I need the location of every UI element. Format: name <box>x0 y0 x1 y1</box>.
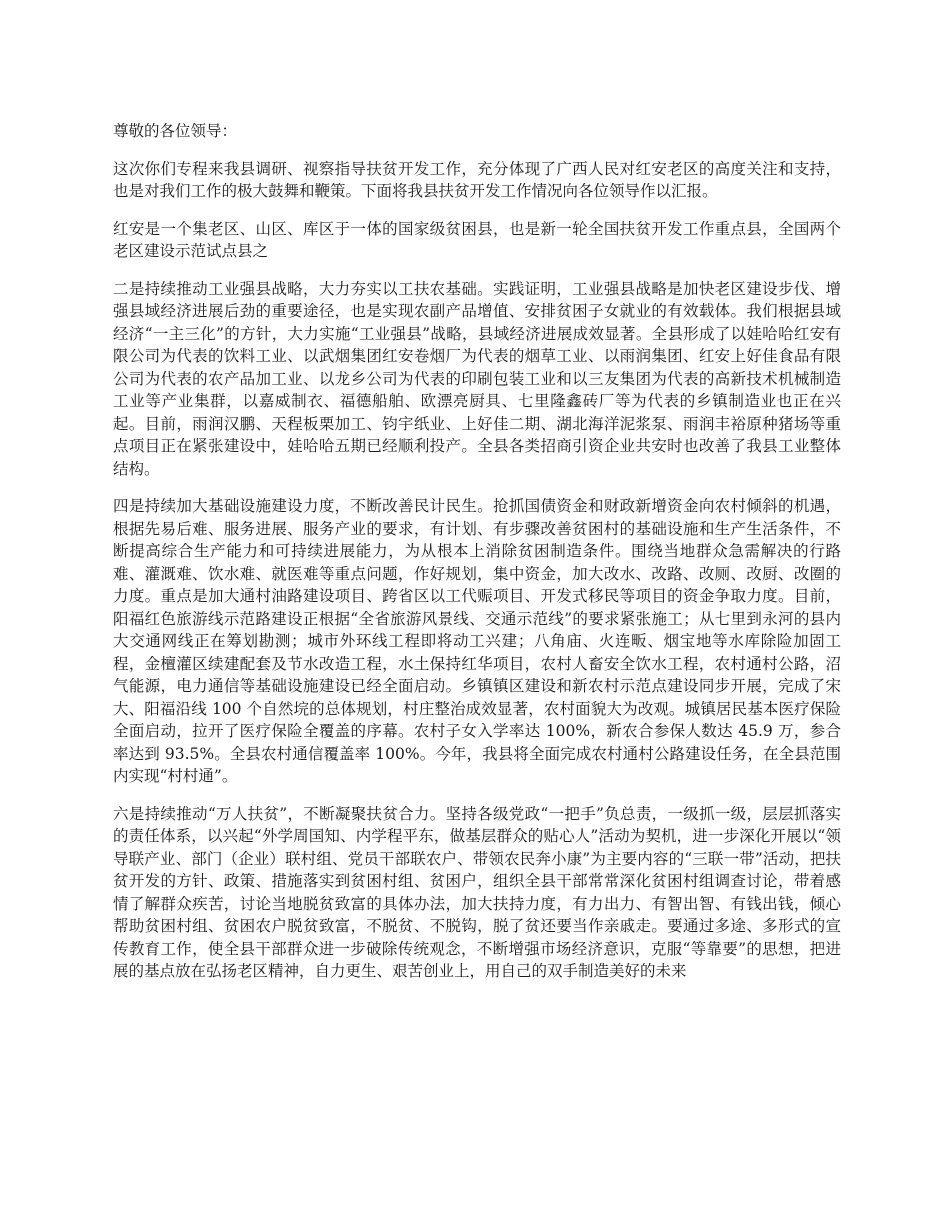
document-body <box>113 120 841 998</box>
salutation: 尊敬的各位领导： <box>113 122 238 140</box>
paragraph-infrastructure: 四是持续加大基础设施建设力度，不断改善民计民生。抢抓国债资金和财政新增资金向农村倾斜的机遇，根据先易后难、服务进展、服务产业的要求，有计划、有步骤改善贫困村的基础设施和生产生活条件，不断提高综合生产能力和可持续进展能力，为从根本上消除贫困制造条件。围绕当地群众急需解决的行路难、灌溉难、饮水难、就医难等重点问题，作好规划，集中资金，加大改水、改路、改厕、改厨、改圈的力度。重点是加大通村油路建设项目、跨省区以工代赈项目、开发式移民等项目的资金争取力度。目前，阳福红色旅游线示范路建设正根据“全省旅游风景线、交通示范线”的要求紧张施工；从七里到永河的县内大交通网线正在筹划勘测；城市外环线工程即将动工兴建；八角庙、火连畈、烟宝地等水库除险加固工程，金檀灌区续建配套及节水改造工程，水土保持红华项目，农村人畜安全饮水工程，农村通村公路，沼气能源，电力通信等基础设施建设已经全面启动。乡镇镇区建设和新农村示范点建设同步开展，完成了宋大、阳福沿线 100 个自然垸的总体规划，村庄整治成效显著，农村面貌大为改观。城镇居民基本医疗保险全面启动，拉开了医疗保险全覆盖的序幕。农村子女入学率达 100%，新农合参保人数达 45.9 万，参合率达到 93.5%。全县农村通信覆盖率 100%。今年，我县将全面完成农村通村公路建设任务，在全县范围内实现“村村通”。 <box>113 497 841 785</box>
paragraph-county-overview: 红安是一个集老区、山区、库区于一体的国家级贫困县，也是新一轮全国扶贫开发工作重点县，全国两个老区建设示范试点县之 <box>113 219 841 260</box>
paragraph-industry: 二是持续推动工业强县战略，大力夯实以工扶农基础。实践证明，工业强县战略是加快老区建设步伐、增强县域经济进展后劲的重要途径，也是实现农副产品增值、安排贫困子女就业的有效载体。我们根据县域经济“一主三化”的方针，大力实施“工业强县”战略，县域经济进展成效显著。全县形成了以娃哈哈红安有限公司为代表的饮料工业、以武烟集团红安卷烟厂为代表的烟草工业、以雨润集团、红安上好佳食品有限公司为代表的农产品加工业、以龙乡公司为代表的印刷包装工业和以三友集团为代表的高新技术机械制造工业等产业集群，以嘉威制衣、福德船舶、欧漂亮厨具、七里隆鑫砖厂等为代表的乡镇制造业也正在兴起。目前，雨润汉鹏、天程板栗加工、钧宇纸业、上好佳二期、湖北海洋泥浆泵、雨润丰裕原种猪场等重点项目正在紧张建设中，娃哈哈五期已经顺利投产。全县各类招商引资企业共安时也改善了我县工业整体结构。 <box>113 279 841 478</box>
paragraph-poverty-alleviation: 六是持续推动“万人扶贫”，不断凝聚扶贫合力。坚持各级党政“一把手”负总责，一级抓一级，层层抓落实的责任体系，以兴起“外学周国知、内学程平东，做基层群众的贴心人”活动为契机，进一步深化开展以“领导联产业、部门（企业）联村组、党员干部联农户、带领农民奔小康”为主要内容的“三联一带”活动，把扶贫开发的方针、政策、措施落实到贫困村组、贫困户，组织全县干部常常深化贫困村组调查讨论，带着感情了解群众疾苦，讨论当地脱贫致富的具体办法，加大扶持力度，有力出力、有智出智、有钱出钱，倾心帮助贫困村组、贫困农户脱贫致富，不脱贫、不脱钩，脱了贫还要当作亲戚走。要通过多途、多形式的宣传教育工作，使全县干部群众进一步破除传统观念，不断增强市场经济意识，克服“等靠要”的思想，把进展的基点放在弘扬老区精神，自力更生、艰苦创业上，用自己的双手制造美好的未来 <box>113 804 841 980</box>
paragraph-intro: 这次你们专程来我县调研、视察指导扶贫开发工作，充分体现了广西人民对红安老区的高度关注和支持，也是对我们工作的极大鼓舞和鞭策。下面将我县扶贫开发工作情况向各位领导作以汇报。 <box>113 159 841 200</box>
